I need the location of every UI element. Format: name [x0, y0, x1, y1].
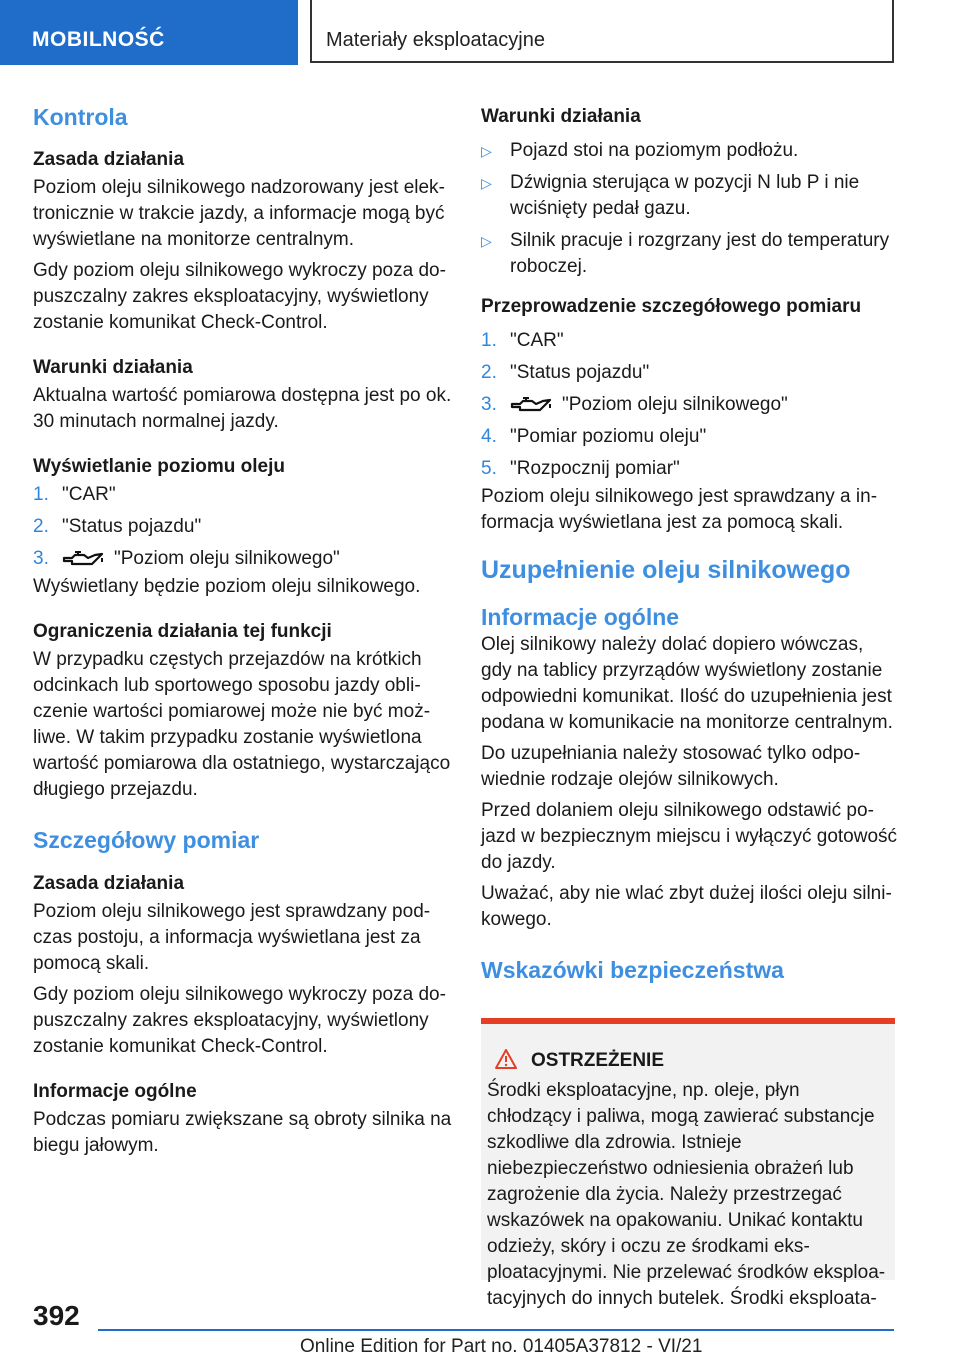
kontrola-heading: Kontrola [33, 104, 128, 130]
list-item [33, 482, 453, 508]
item-text: Pojazd stoi na poziomym podłożu. [510, 140, 799, 161]
step-number: 3. [481, 394, 497, 415]
przeprowadzenie-heading: Przeprowadzenie szczegółowego pomiaru [481, 296, 862, 317]
zasada-paragraph-2: Gdy poziom oleju silnikowego wykroczy poza dopuszczalny zakres eksploatacyjny, wyświetlony zostanie komunikat Check-Control. [33, 260, 446, 333]
right-column [481, 100, 899, 987]
left-column [33, 100, 453, 1159]
oil-can-icon [510, 396, 552, 414]
wyswietlanie-paragraph: Wyświetlany będzie poziom oleju silnikowego. [33, 576, 421, 597]
step-text: "Status pojazdu" [510, 362, 650, 383]
list-item [481, 424, 899, 450]
zasada-heading: Zasada działania [33, 149, 185, 170]
step-text: "CAR" [62, 484, 116, 505]
szczegolowy-heading: Szczegółowy pomiar [33, 827, 260, 853]
step-number: 3. [33, 548, 49, 569]
step-text: "Status pojazdu" [62, 516, 202, 537]
list-item [33, 546, 453, 572]
item-text: Dźwignia sterująca w pozycji N lub P i nie wciśnięty pedał gazu. [510, 172, 860, 219]
step-number: 5. [481, 458, 497, 479]
footer-divider [98, 1329, 894, 1331]
list-item [481, 328, 899, 354]
zasada-paragraph-1: Poziom oleju silnikowego nadzorowany jest elektronicznie w trakcie jazdy, a informacje mogą być wyświetlane na monitorze centralnym. [33, 177, 445, 250]
ograniczenia-paragraph: W przypadku częstych przejazdów na krótkich odcinkach lub sportowego sposobu jazdy obliczenie wartości pomiarowej może nie być możliwe. W takim przypadku zostanie wyświetlona wartość pomiarowa dla ostatniego, wystarczająco długiego przejazdu. [33, 649, 451, 800]
triangle-bullet-icon: ▷ [481, 143, 492, 159]
ograniczenia-heading: Ograniczenia działania tej funkcji [33, 621, 332, 642]
item-text: Silnik pracuje i rozgrzany jest do temperatury roboczej. [510, 230, 890, 277]
list-item [481, 360, 899, 386]
step-text: "Poziom oleju silnikowego" [562, 394, 788, 415]
chapter-title: Materiały eksploatacyjne [326, 29, 545, 51]
list-item [481, 138, 899, 164]
step-text: "CAR" [510, 330, 564, 351]
step-number: 1. [481, 330, 497, 351]
footer-edition: Online Edition for Part no. 01405A37812 - VI/21 [300, 1336, 703, 1357]
wyswietlanie-heading: Wyświetlanie poziomu oleju [33, 456, 285, 477]
list-item [481, 228, 899, 280]
triangle-bullet-icon: ▷ [481, 233, 492, 249]
warunki-list [481, 138, 899, 280]
szcz-paragraph-1: Poziom oleju silnikowego jest sprawdzany podczas postoju, a informacja wyświetlana jest za pomocą skali. [33, 901, 431, 974]
warunki-paragraph: Aktualna wartość pomiarowa dostępna jest po ok. 30 minutach normalnej jazdy. [33, 385, 452, 432]
step-text: "Rozpocznij pomiar" [510, 458, 680, 479]
list-item [481, 456, 899, 482]
step-number: 2. [33, 516, 49, 537]
step-text: "Pomiar poziomu oleju" [510, 426, 707, 447]
oil-can-icon [62, 550, 104, 568]
chapter-tab [310, 0, 894, 63]
szcz-zasada-heading: Zasada działania [33, 873, 185, 894]
section-title: MOBILNOŚĆ [32, 28, 165, 51]
wskazowki-heading: Wskazówki bezpieczeństwa [481, 957, 784, 983]
informacje-heading: Informacje ogólne [33, 1081, 197, 1102]
step-number: 2. [481, 362, 497, 383]
step-text: "Poziom oleju silnikowego" [114, 548, 340, 569]
warunki-heading: Warunki działania [33, 357, 193, 378]
wyswietlanie-steps [33, 482, 453, 572]
warning-triangle-icon [495, 1049, 517, 1069]
szcz-paragraph-2: Gdy poziom oleju silnikowego wykroczy poza dopuszczalny zakres eksploatacyjny, wyświetlony zostanie komunikat Check-Control. [33, 984, 446, 1057]
informacje-paragraph: Podczas pomiaru zwiększane są obroty silnika na biegu jałowym. [33, 1109, 452, 1156]
warning-text: Środki eksploatacyjne, np. oleje, płyn chłodzący i paliwa, mogą zawierać substancje szkodliwe dla zdrowia. Istnieje niebezpieczeństwo odniesienia obrażeń lub zagrożenie dla życia. Należy przestrzegać wskazówek na opakowaniu. Unikać kontaktu odzieży, skóry i oczu ze środkami eksploatacyjnymi. Nie przelewać środków eksploatacyjnych do innych butelek. Środki eksploata- [487, 1080, 886, 1309]
triangle-bullet-icon: ▷ [481, 175, 492, 191]
uzupelnienie-heading: Uzupełnienie oleju silnikowego [481, 556, 851, 584]
przeprowadzenie-steps [481, 328, 899, 482]
warning-header [487, 1048, 887, 1074]
informacje-paragraph-4: Uważać, aby nie wlać zbyt dużej ilości oleju silnikowego. [481, 883, 892, 930]
page-number: 392 [33, 1300, 80, 1331]
list-item [33, 514, 453, 540]
informacje-paragraph-2: Do uzupełniania należy stosować tylko odpowiednie rodzaje olejów silnikowych. [481, 743, 861, 790]
step-number: 1. [33, 484, 49, 505]
warunki-heading: Warunki działania [481, 106, 641, 127]
list-item [481, 392, 899, 418]
informacje-paragraph-1: Olej silnikowy należy dolać dopiero wówczas, gdy na tablicy przyrządów wyświetlony zostanie odpowiedni komunikat. Ilość do uzupełnienia jest podana w komunikacie na monitorze centralnym. [481, 634, 893, 733]
przeprowadzenie-paragraph: Poziom oleju silnikowego jest sprawdzany a informacja wyświetlana jest za pomocą skali. [481, 486, 878, 533]
step-number: 4. [481, 426, 497, 447]
informacje-paragraph-3: Przed dolaniem oleju silnikowego odstawić pojazd w bezpiecznym miejscu i wyłączyć gotowość do jazdy. [481, 800, 898, 873]
section-tab [0, 0, 298, 65]
warning-title: OSTRZEŻENIE [531, 1050, 665, 1071]
list-item [481, 170, 899, 222]
informacje-heading: Informacje ogólne [481, 604, 680, 630]
warning-box [481, 1018, 895, 1309]
